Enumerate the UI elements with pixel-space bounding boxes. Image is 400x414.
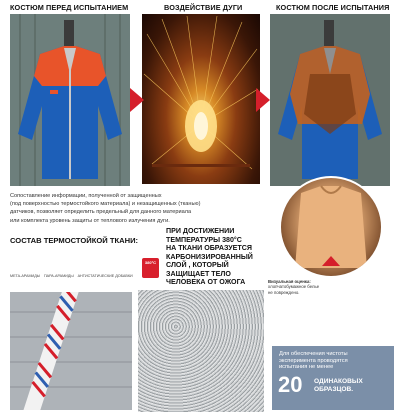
arrow-right-icon bbox=[130, 88, 144, 112]
fiber-list bbox=[10, 274, 134, 278]
description-text: Сопоставление информации, полученной от защищенных (под поверхностью термостойкого материала) и незащищенных (тканью) датчиков, позволяет определить предельный для данного материала или комплекта уровень защиты от теплового излучения дуги. bbox=[10, 193, 201, 224]
composition-title: СОСТАВ ТЕРМОСТОЙКОЙ ТКАНИ: bbox=[10, 236, 139, 245]
photo-fiber-yarn bbox=[10, 292, 132, 410]
visual-assessment bbox=[268, 279, 360, 295]
fiber-item: ПАРА-АРАМИДЫ bbox=[43, 274, 74, 278]
temperature-statement: ПРИ ДОСТИЖЕНИИ ТЕМПЕРАТУРЫ 380°С НА ТКАНИ ОБРАЗУЕТСЯ КАРБОНИЗИРОВАННЫЙ СЛОЙ , КОТОРЫЙ ЗАЩИЩАЕТ ТЕЛО ЧЕЛОВЕКА ОТ ОЖОГА bbox=[166, 227, 253, 286]
info-number: 20 bbox=[278, 372, 303, 397]
header-after-test: КОСТЮМ ПОСЛЕ ИСПЫТАНИЯ bbox=[276, 3, 390, 12]
info-box bbox=[272, 346, 394, 410]
temperature-badge-label: 380°C bbox=[144, 260, 157, 265]
info-label: ОДИНАКОВЫХ ОБРАЗЦОВ. bbox=[314, 378, 363, 393]
arrow-up-icon bbox=[322, 256, 340, 266]
fiber-item: АНТИСТАТИЧЕСКИЕ ДОБАВКИ bbox=[77, 274, 133, 278]
temperature-badge-icon bbox=[142, 258, 159, 278]
photo-suit-before bbox=[10, 14, 130, 186]
fiber-item: МЕТА-АРАМИДЫ bbox=[10, 274, 40, 278]
header-arc-exposure: ВОЗДЕЙСТВИЕ ДУГИ bbox=[164, 3, 243, 12]
visual-assessment-title: Визуальная оценка: bbox=[268, 279, 311, 284]
info-lead-text: Для обеспечения чистоты эксперимента проводятся испытания не менее bbox=[279, 351, 348, 371]
photo-suit-after bbox=[270, 14, 390, 186]
visual-assessment-text: хлопчатобумажное белье не повреждено. bbox=[268, 284, 320, 295]
photo-fabric-texture bbox=[138, 290, 264, 412]
photo-arc-exposure bbox=[142, 14, 260, 184]
arrow-right-icon bbox=[256, 88, 270, 112]
header-before-test: КОСТЮМ ПЕРЕД ИСПЫТАНИЕМ bbox=[10, 3, 129, 12]
